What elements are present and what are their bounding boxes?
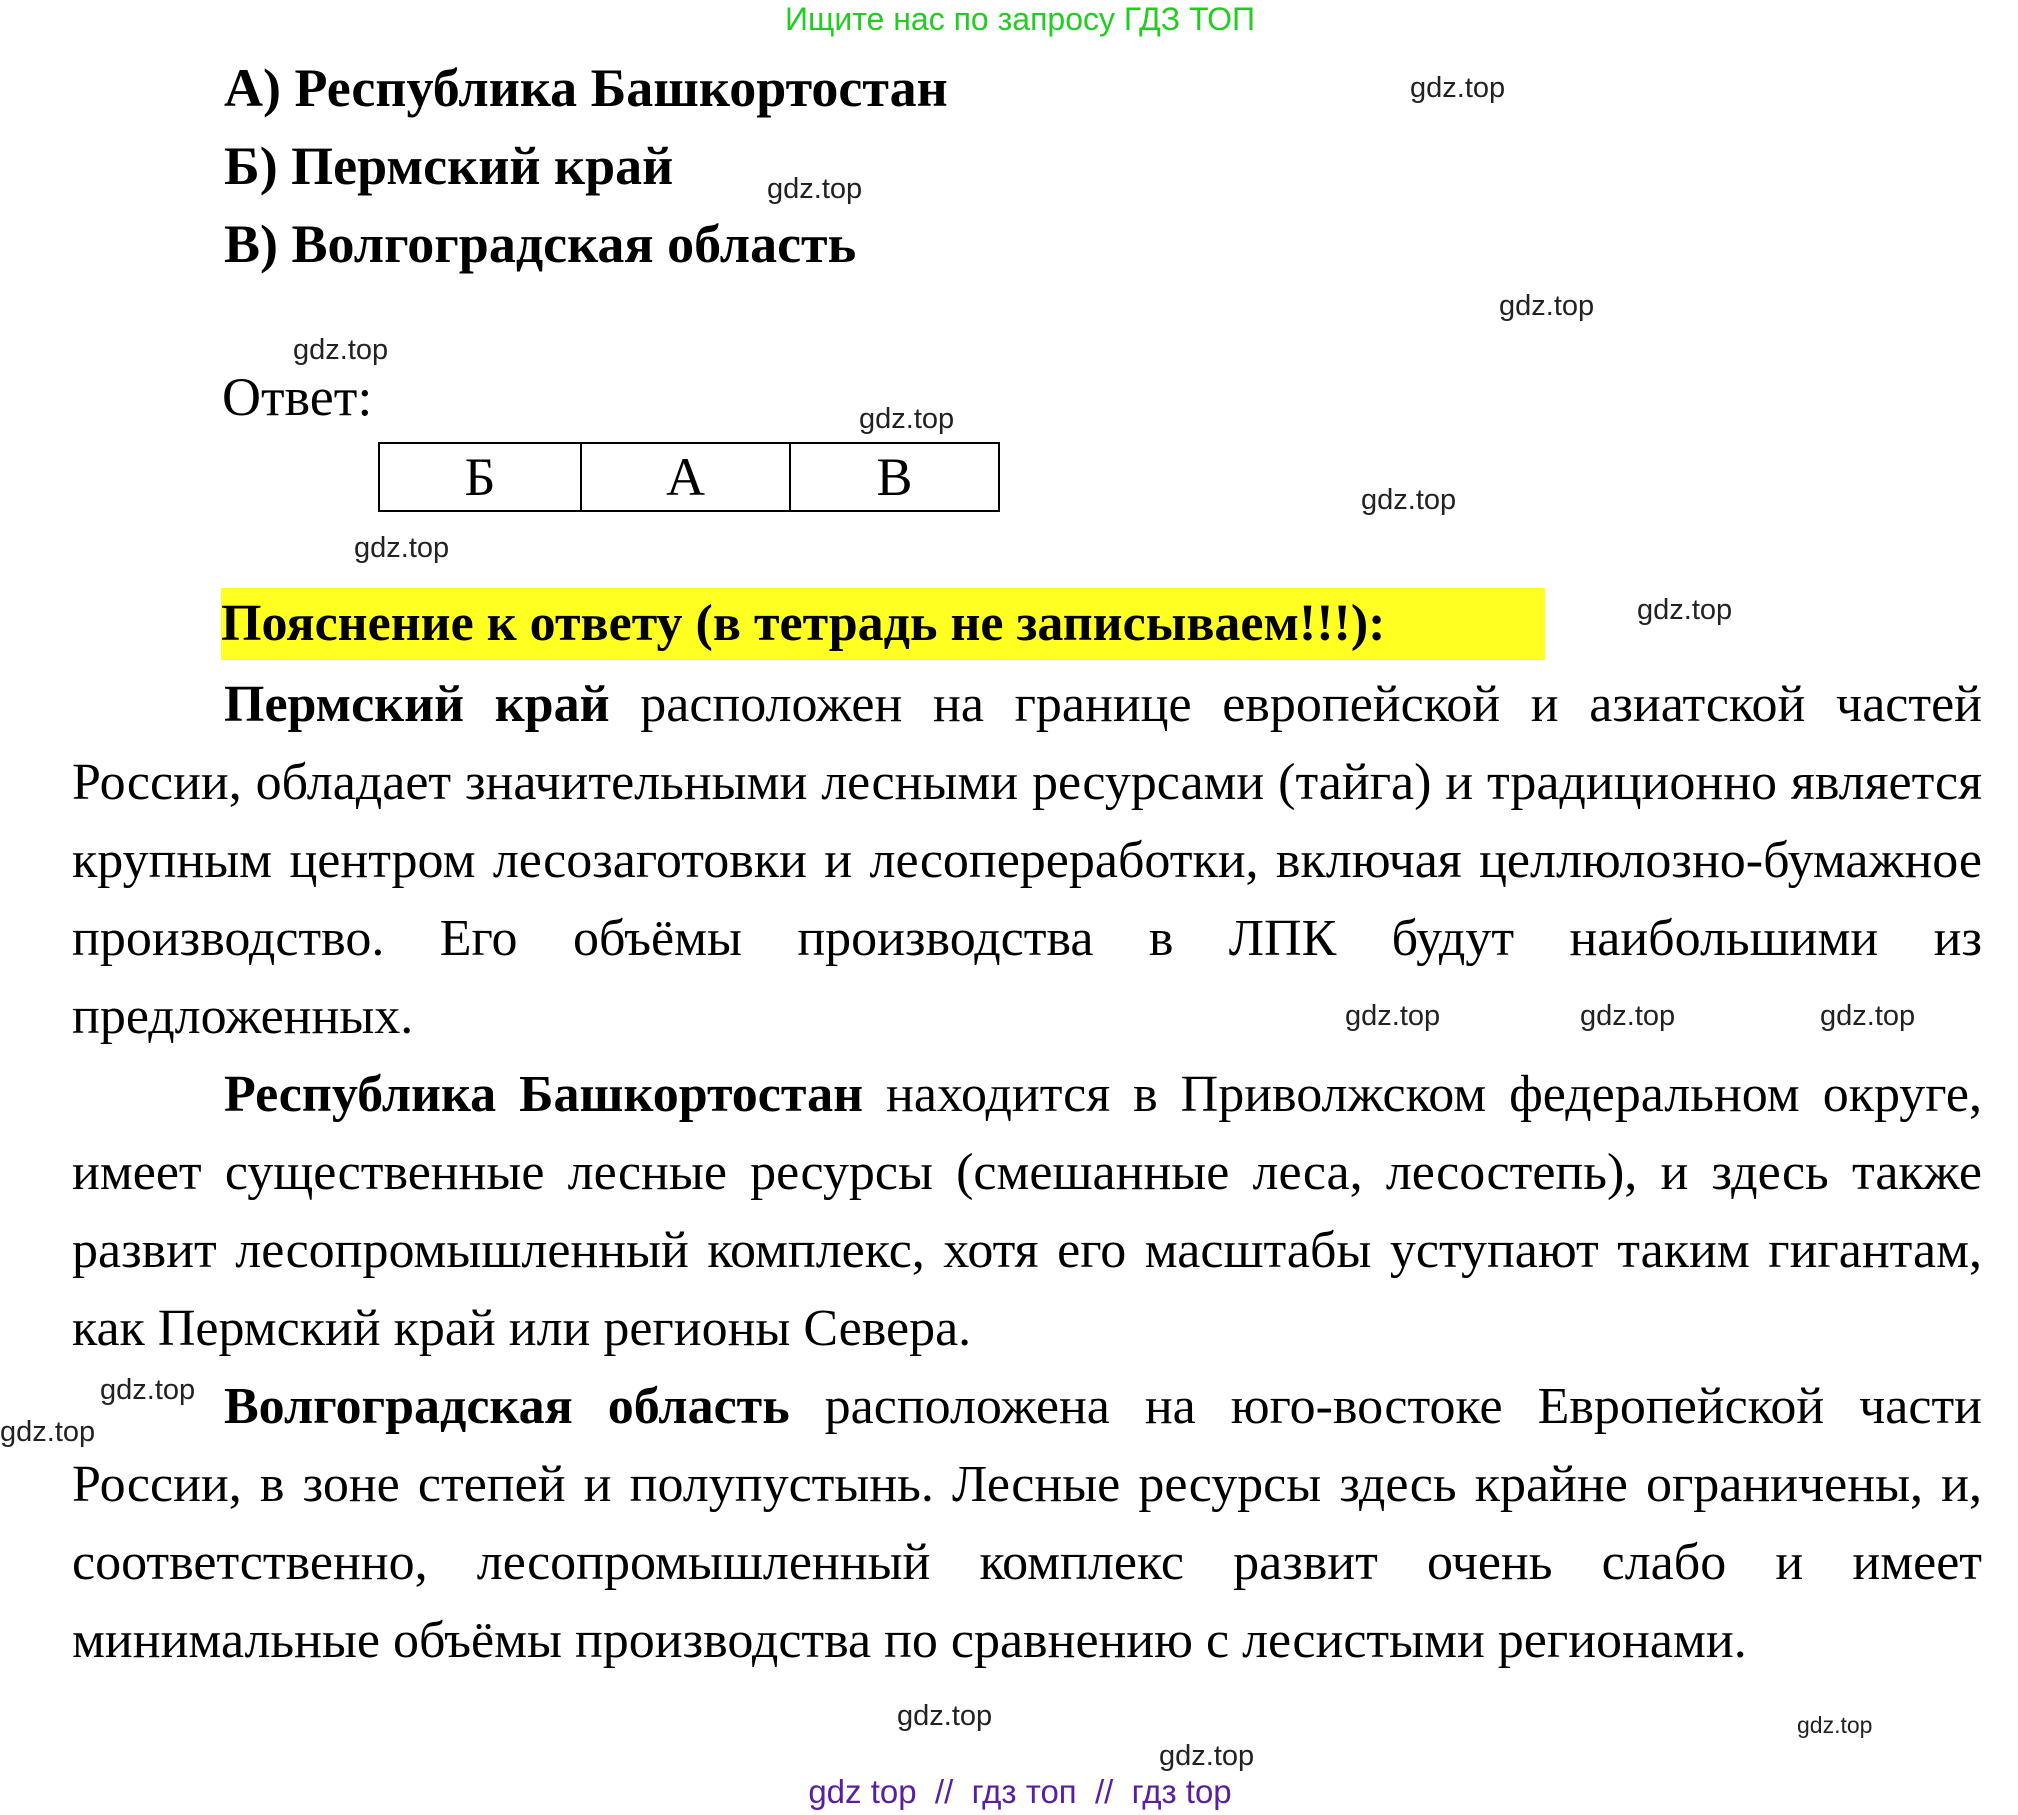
answer-label: Ответ: xyxy=(222,367,373,427)
explanation-body xyxy=(72,666,1982,1680)
watermark: gdz.top xyxy=(1361,484,1457,516)
option-a: А) Республика Башкортостан xyxy=(224,58,948,118)
watermark: gdz.top xyxy=(100,1374,196,1406)
watermark: gdz.top xyxy=(1637,594,1733,626)
option-c: В) Волгоградская область xyxy=(224,214,857,274)
watermark: gdz.top xyxy=(354,532,450,564)
paragraph-volgograd xyxy=(72,1368,1982,1680)
region-name: Волгоградская область xyxy=(224,1378,790,1435)
answer-table xyxy=(378,442,1000,512)
paragraph-text: расположен на границе европейской и азиатской частей России, обладает значительными лесными ресурсами (тайга) и традиционно является крупным центром лесозаготовки и лесопереработки, включая целлюлозно-бумажное производство. Его объёмы производства в ЛПК будут наибольшими из предложенных. xyxy=(72,676,1982,1045)
paragraph-text: расположена на юго-востоке Европейской части России, в зоне степей и полупустынь. Лесные ресурсы здесь крайне ограничены, и, соответственно, лесопромышленный комплекс развит очень слабо и имеет минимальные объёмы производства по сравнению с лесистыми регионами. xyxy=(72,1378,1983,1669)
watermark: gdz.top xyxy=(897,1700,993,1732)
footer-links: gdz top // гдз топ // гдз top xyxy=(808,1773,1232,1810)
watermark: gdz.top xyxy=(1499,290,1595,322)
answer-cell-2: А xyxy=(581,443,790,511)
watermark: gdz.top xyxy=(767,173,863,205)
watermark: gdz.top xyxy=(1159,1740,1255,1772)
paragraph-perm xyxy=(72,666,1982,1056)
watermark: gdz.top xyxy=(1580,1000,1676,1032)
watermark: gdz.top xyxy=(1345,1000,1441,1032)
paragraph-text: находится в Приволжском федеральном округе, имеет существенные лесные ресурсы (смешанные леса, лесостепь), и здесь также развит лесопромышленный комплекс, хотя его масштабы уступают таким гигантам, как Пермский край или регионы Севера. xyxy=(72,1066,1982,1357)
option-b: Б) Пермский край xyxy=(224,136,674,196)
search-banner: Ищите нас по запросу ГДЗ ТОП xyxy=(785,1,1255,37)
region-name: Республика Башкортостан xyxy=(224,1066,864,1123)
watermark: gdz.top xyxy=(293,334,389,366)
watermark: gdz.top xyxy=(1797,1712,1873,1738)
watermark: gdz.top xyxy=(1410,72,1506,104)
watermark: gdz.top xyxy=(1820,1000,1916,1032)
watermark: gdz.top xyxy=(0,1416,96,1448)
answer-cell-1: Б xyxy=(379,443,581,511)
explanation-heading: Пояснение к ответу (в тетрадь не записываем!!!): xyxy=(221,588,1545,660)
paragraph-bashkortostan xyxy=(72,1056,1982,1368)
answer-cell-3: В xyxy=(790,443,999,511)
watermark: gdz.top xyxy=(859,403,955,435)
region-name: Пермский край xyxy=(224,676,610,733)
